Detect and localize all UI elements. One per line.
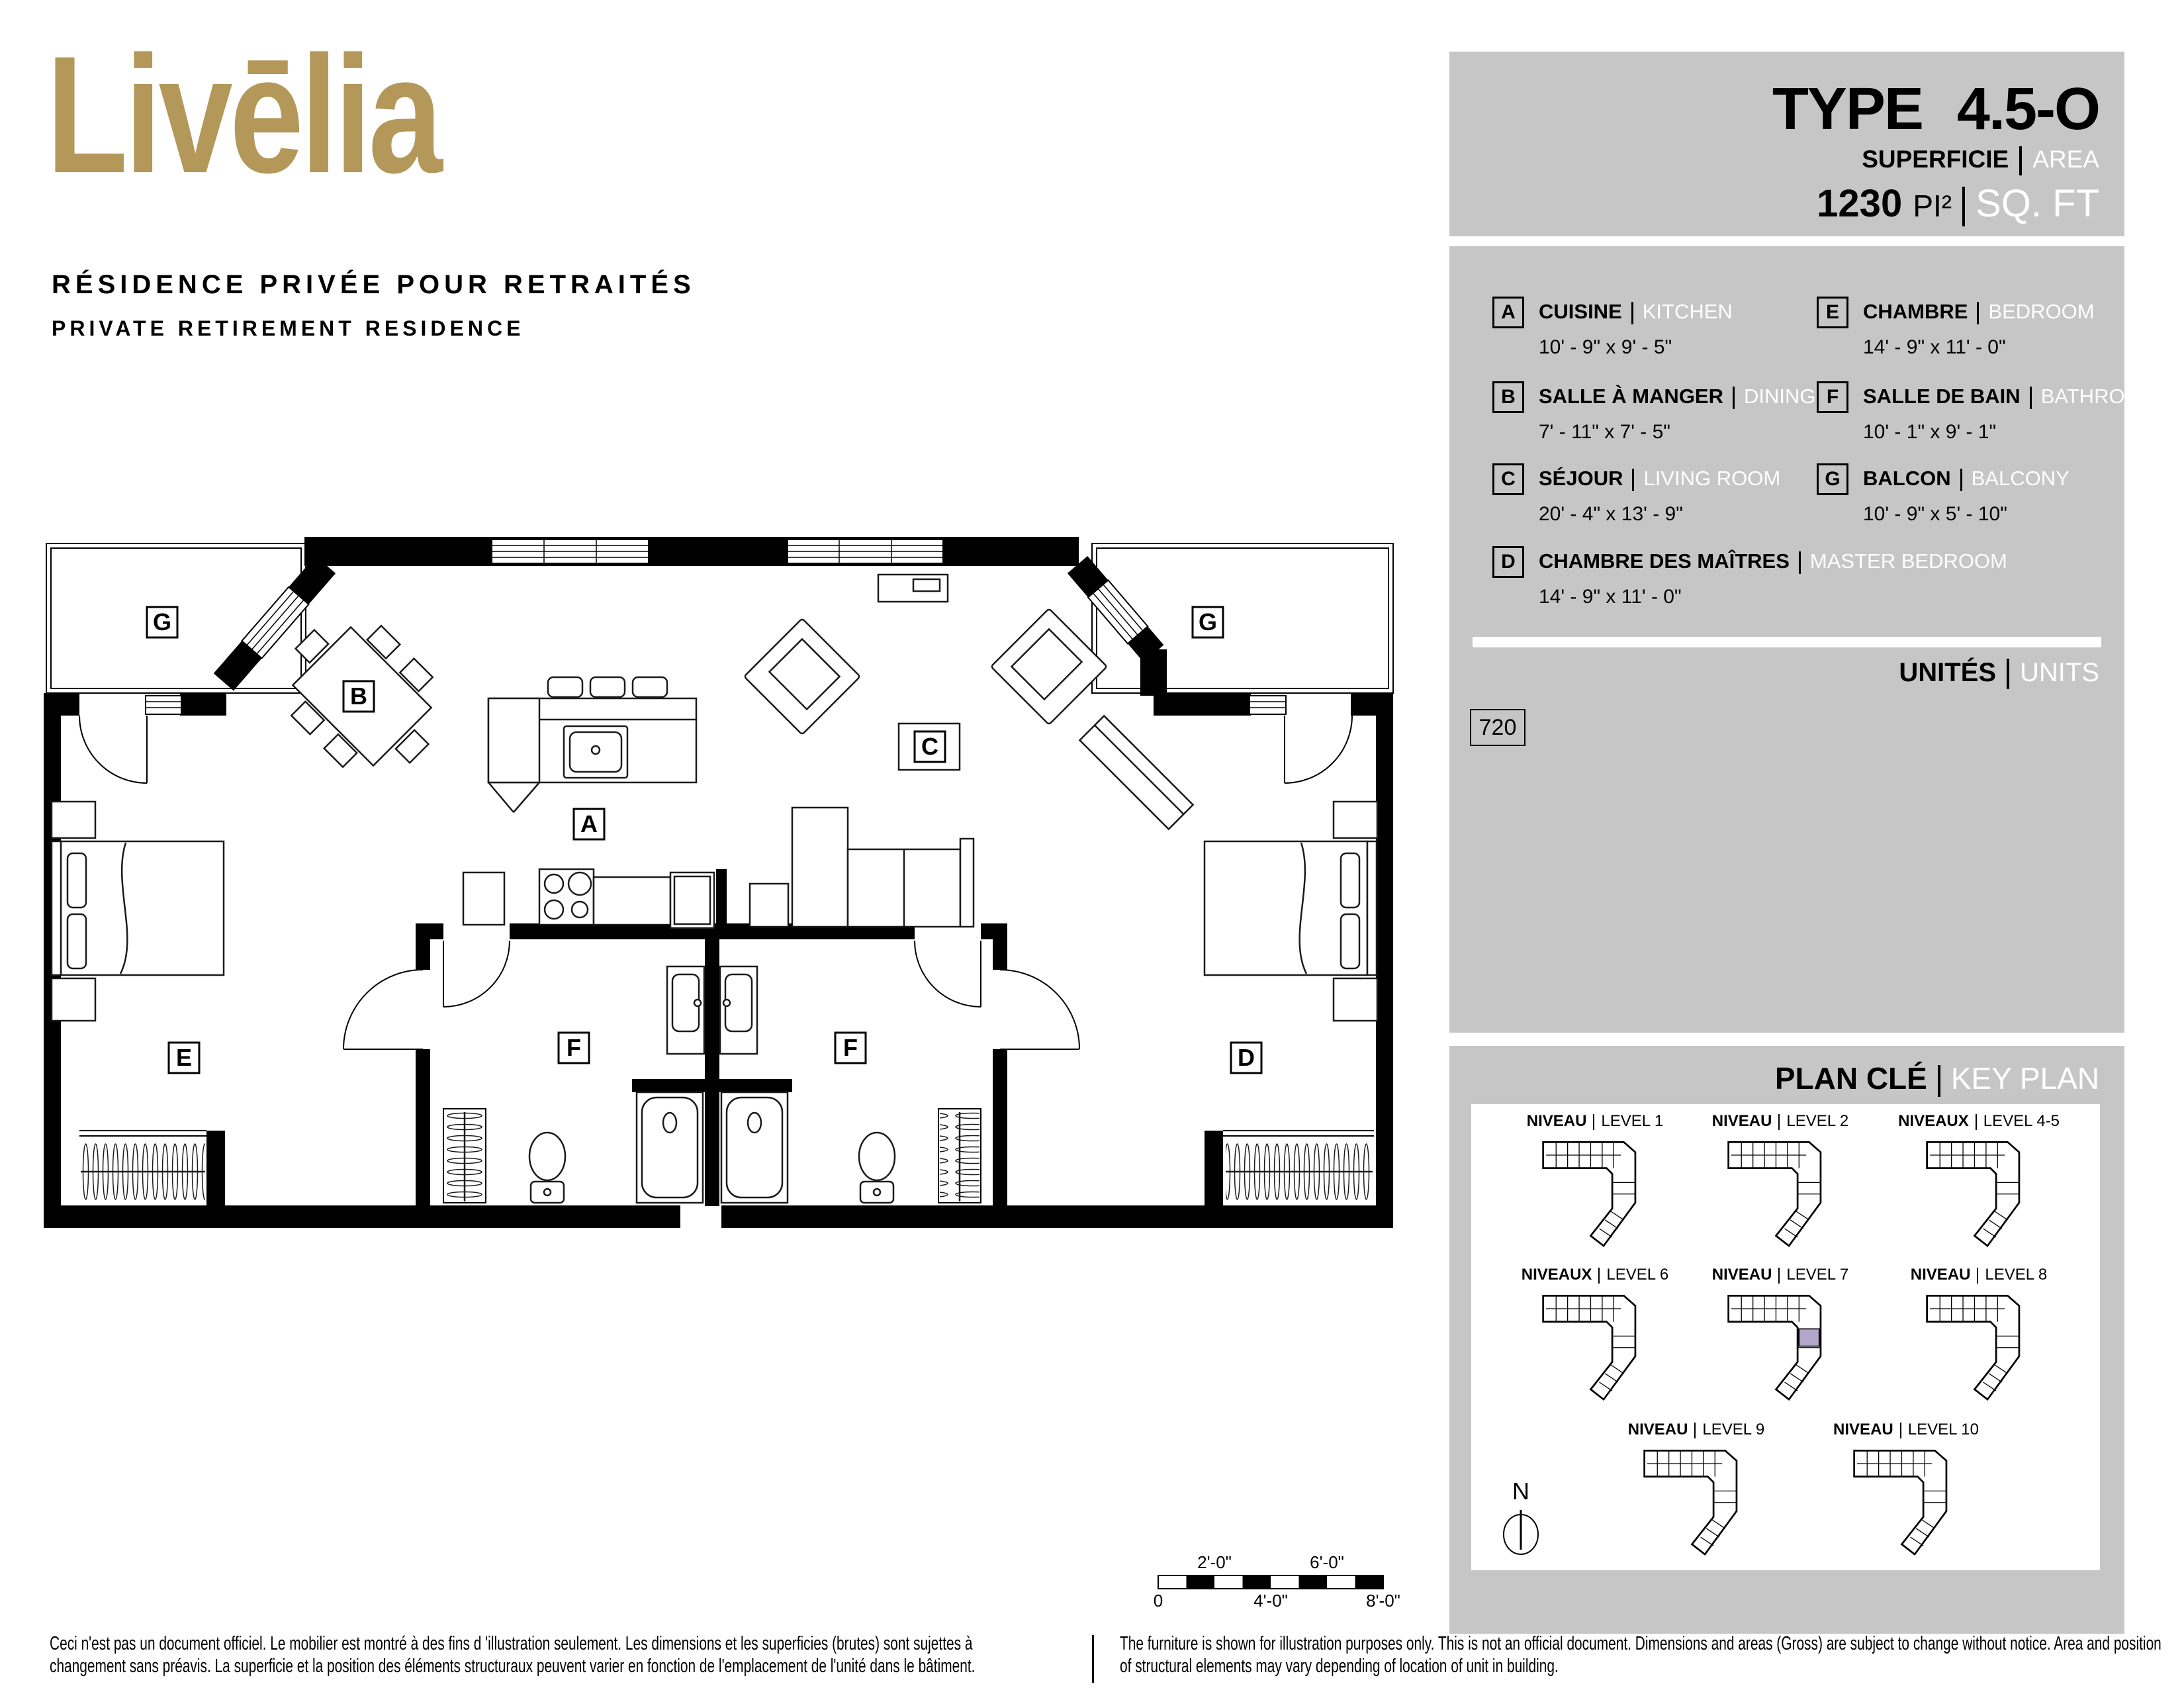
console-table	[1079, 716, 1193, 829]
armchair-left	[744, 618, 860, 734]
legend-item-living: C SÉJOUR LIVING ROOM 20' - 4" x 13' - 9"	[1492, 463, 1780, 526]
room-label-bath-right: F	[843, 1034, 858, 1061]
armchair-right	[991, 608, 1107, 724]
legend-letter-box: B	[1492, 381, 1524, 413]
legend-item-bedroom: E CHAMBRE BEDROOM 14' - 9" x 11' - 0"	[1817, 297, 2095, 359]
area-unit-en: SQ. FT	[1976, 182, 2099, 225]
scale-label-0: 0	[1153, 1591, 1163, 1611]
unit-highlight	[1799, 1329, 1819, 1346]
key-plan-level-6: NIVEAUX LEVEL 6	[1502, 1266, 1688, 1410]
bed-right	[1205, 802, 1377, 1021]
legend-letter-box: F	[1817, 381, 1848, 413]
legend-letter-box: D	[1492, 546, 1524, 578]
type-value: 4.5-O	[1956, 76, 2099, 142]
legend-item-kitchen: A CUISINE KITCHEN 10' - 9" x 9' - 5"	[1492, 297, 1733, 359]
legend-item-dining: B SALLE À MANGER DINING 7' - 11" x 7' - 5"	[1492, 381, 1816, 444]
legend-panel	[1449, 246, 2158, 1033]
area-label-en: AREA	[2032, 146, 2099, 173]
north-arrow-icon	[1484, 1478, 1564, 1564]
key-plan-panel	[1449, 1046, 2124, 1634]
north-label: N	[1512, 1478, 1529, 1505]
closet-bedroom-right	[1223, 1131, 1374, 1204]
room-label-living: C	[921, 733, 938, 760]
type-header-panel	[1449, 52, 2124, 236]
key-plan-title-en: KEY PLAN	[1950, 1061, 2099, 1096]
level-6-diagram	[1512, 1284, 1678, 1407]
key-plan-level-1: NIVEAU LEVEL 1	[1502, 1112, 1688, 1256]
legend-letter-box: A	[1492, 297, 1524, 328]
legend-letter-box: E	[1817, 297, 1848, 328]
unit-number-badge: 720	[1470, 709, 1525, 746]
kitchen-island	[488, 677, 696, 812]
units-label-fr: UNITÉS	[1899, 658, 1996, 687]
level-9-diagram	[1614, 1439, 1779, 1562]
level-1-diagram	[1512, 1131, 1678, 1253]
legend-item-bathroom: F SALLE DE BAIN BATHROOM 10' - 1" x 9' - 1"	[1817, 381, 2158, 444]
key-plan-level-8: NIVEAU LEVEL 8	[1886, 1266, 2071, 1410]
key-plan-title-fr: PLAN CLÉ	[1774, 1061, 1927, 1096]
key-plan-level-10: NIVEAU LEVEL 10	[1813, 1421, 1999, 1565]
key-plan-level-2: NIVEAU LEVEL 2	[1688, 1112, 1873, 1256]
window-bedroom-left	[146, 696, 181, 714]
room-label-balcony-left: G	[152, 608, 172, 635]
key-plan-diagrams	[1471, 1104, 2100, 1570]
level-2-diagram	[1698, 1131, 1863, 1253]
floor-plan-drawing	[20, 513, 1410, 1235]
section-divider-bar	[1473, 637, 2101, 647]
key-plan-level-9: NIVEAU LEVEL 9	[1604, 1421, 1789, 1565]
area-unit-fr: PI²	[1913, 189, 1952, 223]
side-table	[750, 884, 788, 927]
room-label-bedroom: E	[175, 1044, 193, 1071]
unit-type-title	[1772, 75, 2099, 144]
brand-tagline-en: PRIVATE RETIREMENT RESIDENCE	[52, 316, 525, 340]
units-label-en: UNITS	[2020, 658, 2099, 687]
legend-item-balcony: G BALCON BALCONY 10' - 9" x 5' - 10"	[1817, 463, 2070, 526]
window-bedroom-right	[1250, 696, 1286, 714]
level-8-diagram	[1896, 1284, 2062, 1407]
area-value-line	[1817, 181, 2099, 226]
room-label-balcony-right: G	[1198, 608, 1218, 635]
bed-left	[52, 802, 224, 1021]
room-label-kitchen: A	[580, 810, 598, 837]
room-label-dining: B	[350, 682, 367, 710]
tv-console	[878, 575, 948, 602]
legend-letter-box: G	[1817, 463, 1848, 495]
key-plan-title	[1775, 1060, 2099, 1097]
stools	[548, 677, 667, 697]
scale-label-2ft: 2'-0"	[1197, 1552, 1232, 1572]
scale-label-4ft: 4'-0"	[1253, 1591, 1288, 1611]
level-10-diagram	[1823, 1439, 1989, 1562]
room-label-master: D	[1238, 1044, 1255, 1071]
units-title	[1899, 658, 2099, 689]
area-value: 1230	[1817, 182, 1903, 225]
brand-logo: Livēlia	[46, 22, 439, 208]
disclaimer-fr: Ceci n'est pas un document officiel. Le mobilier est montré à des fins d 'illustration seulement. Les dimensions et les superficies (brutes) sont sujettes à changement sans préavis. La superficie et la position des éléments structuraux peuvent varier en fonction de l'emplacement de l'unité dans le bâtiment.	[50, 1633, 976, 1677]
kitchen-counter	[463, 869, 714, 928]
area-label-fr: SUPERFICIE	[1862, 146, 2009, 173]
disclaimer-en: The furniture is shown for illustration purposes only. This is not an official document. Dimensions and areas (Gross) are subject to change without notice. Area and position of structural elements may vary depending of location of unit in building.	[1120, 1633, 2161, 1677]
level-7-diagram	[1698, 1284, 1863, 1407]
sectional-sofa	[792, 808, 974, 927]
key-plan-level-7: NIVEAU LEVEL 7	[1688, 1266, 1873, 1410]
scale-label-8ft: 8'-0"	[1366, 1591, 1400, 1611]
scale-bar	[1138, 1546, 1403, 1618]
level-4-5-diagram	[1896, 1131, 2062, 1253]
disclaimer-divider	[1092, 1635, 1094, 1683]
linen-closet-right	[938, 1109, 981, 1203]
linen-closet-left	[443, 1109, 486, 1203]
room-label-bath-left: F	[567, 1034, 581, 1061]
scale-label-6ft: 6'-0"	[1310, 1552, 1344, 1572]
window-top-2	[788, 539, 943, 563]
legend-letter-box: C	[1492, 463, 1524, 495]
area-label-line	[1862, 146, 2099, 175]
brand-tagline-fr: RÉSIDENCE PRIVÉE POUR RETRAITÉS	[52, 270, 696, 299]
window-top-1	[492, 539, 649, 563]
key-plan-level-4-5: NIVEAUX LEVEL 4-5	[1886, 1112, 2071, 1256]
closet-bedroom-left	[79, 1131, 206, 1204]
type-label: TYPE	[1772, 76, 1923, 142]
legend-item-master: D CHAMBRE DES MAÎTRES MASTER BEDROOM 14' - 9" x 11' - 0"	[1492, 546, 2007, 608]
